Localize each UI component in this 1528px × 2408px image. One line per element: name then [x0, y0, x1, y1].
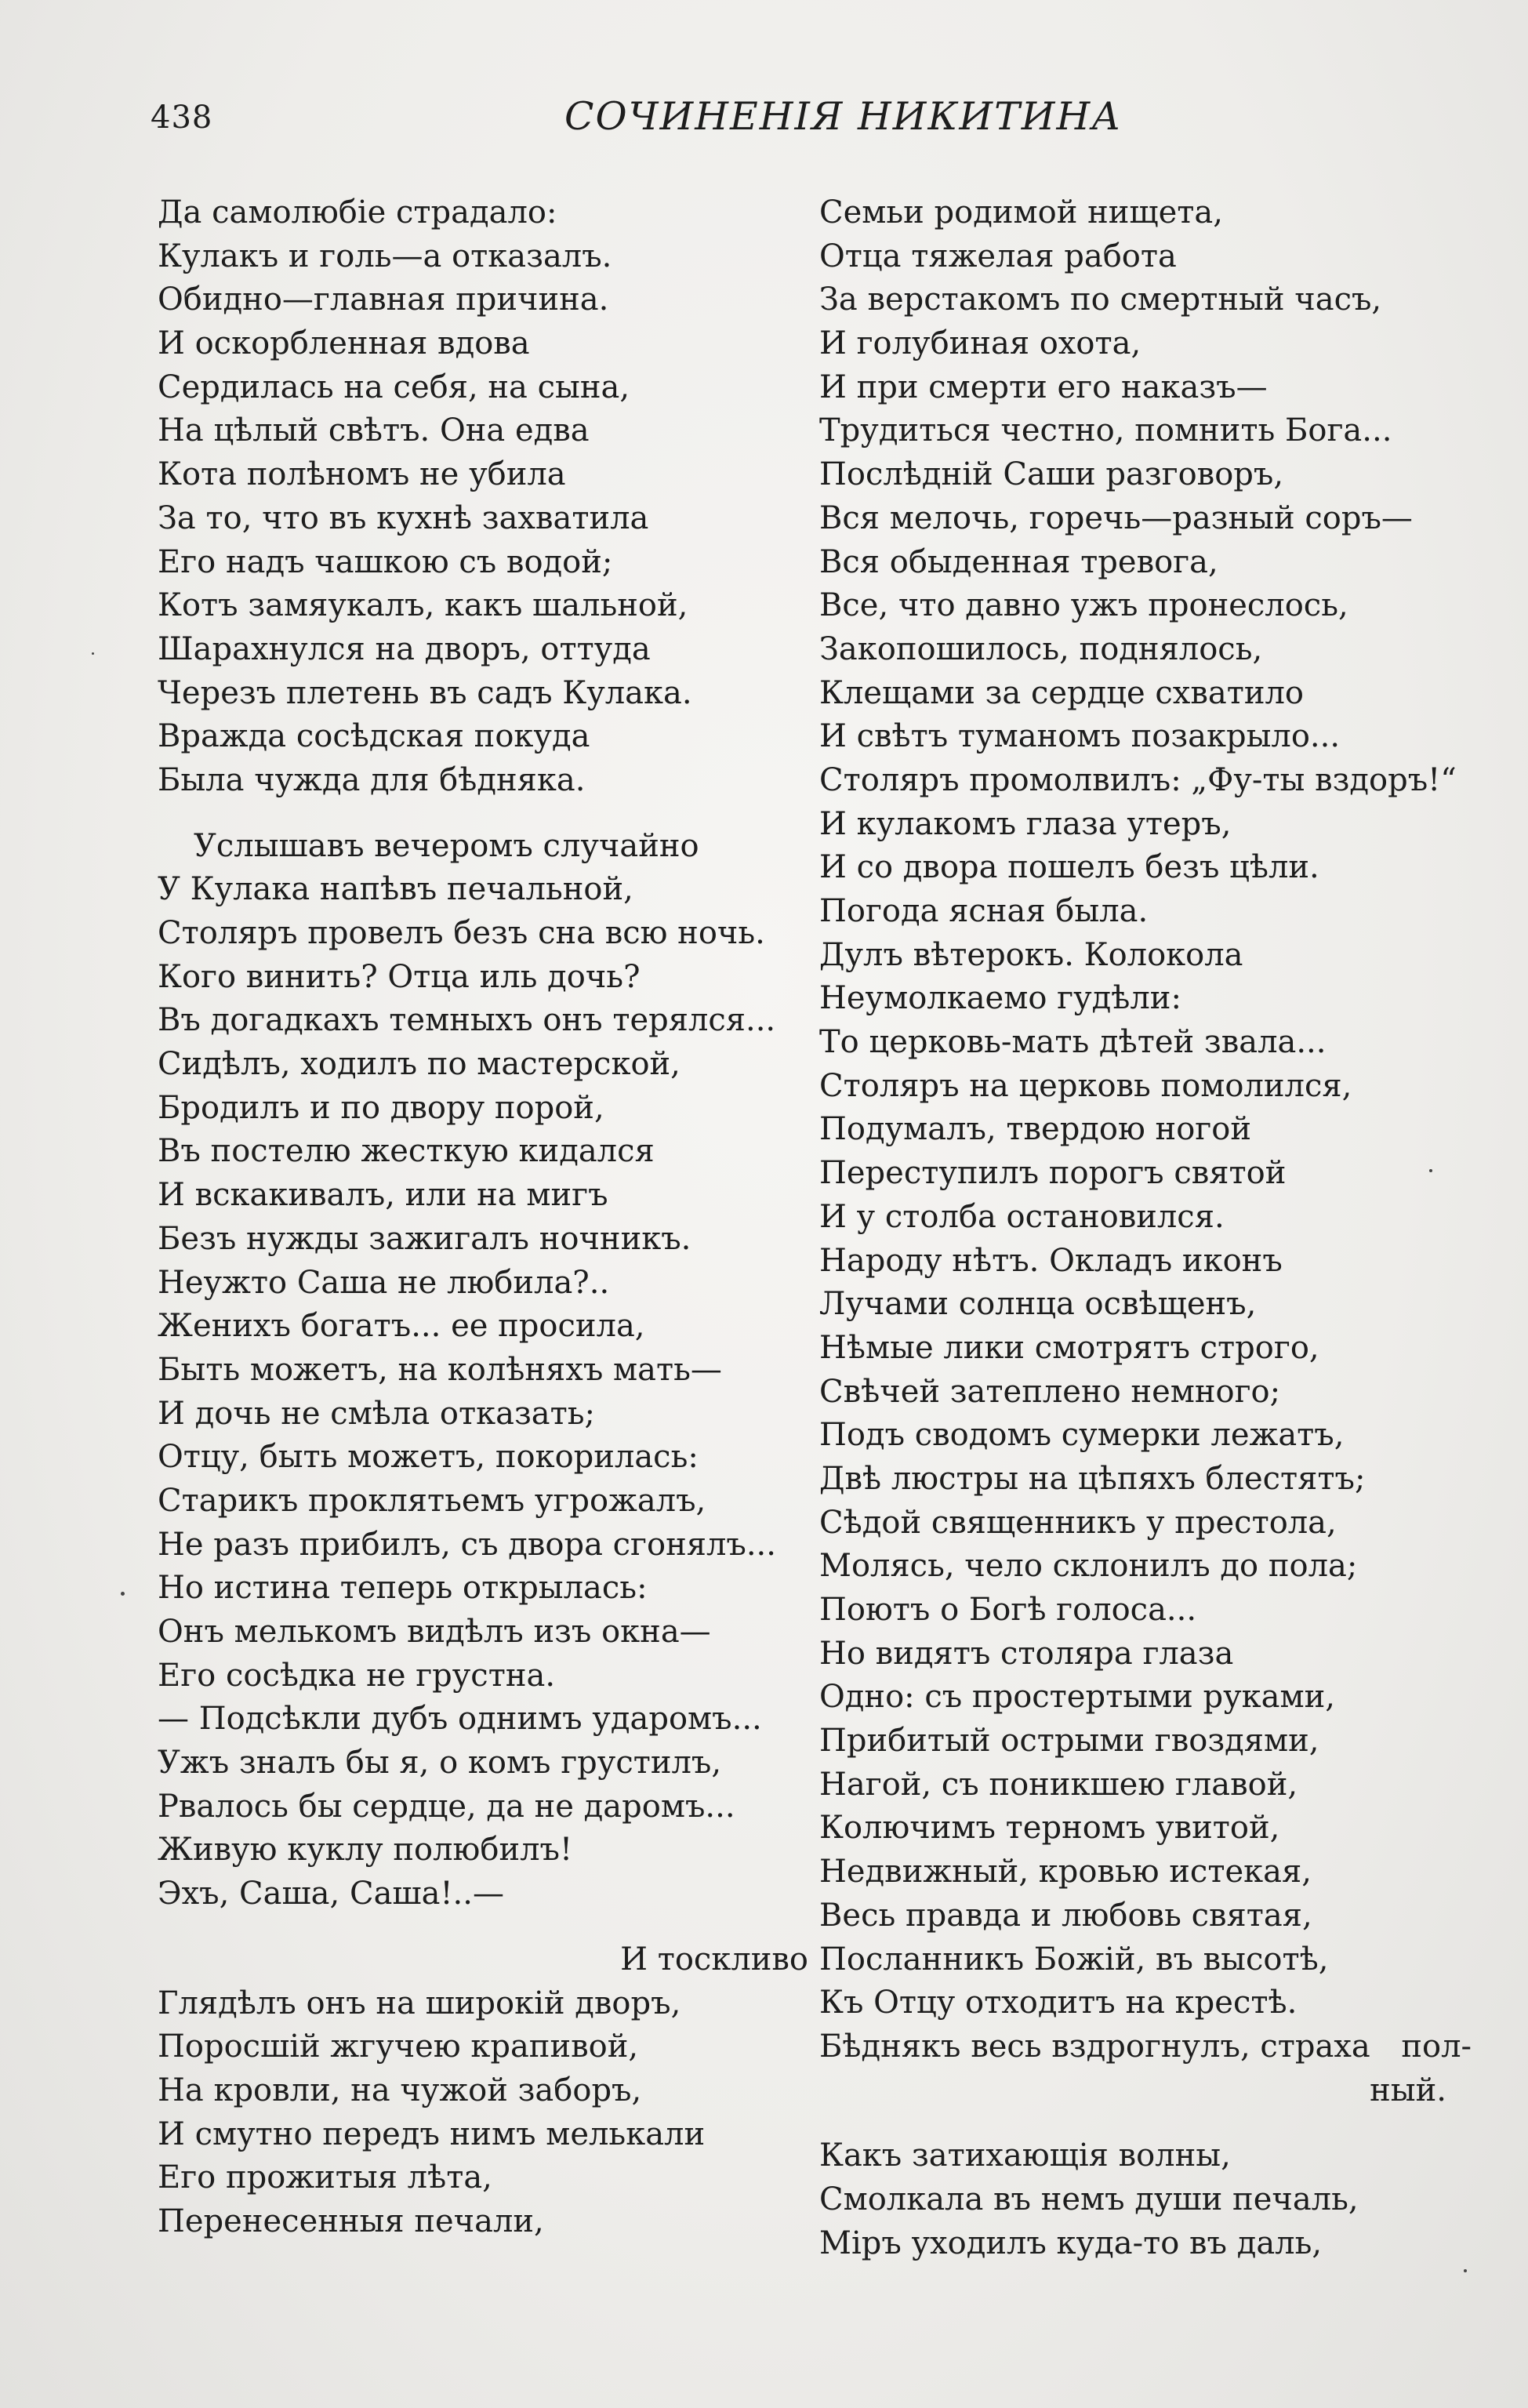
print-speck — [1429, 1169, 1432, 1172]
verse-line: И дочь не смѣла отказать; — [158, 1395, 596, 1432]
verse-line: Кота полѣномъ не убила — [158, 456, 566, 493]
verse-line: Трудиться честно, помнить Бога... — [819, 412, 1392, 449]
verse-line: Вся обыденная тревога, — [819, 543, 1218, 580]
verse-line: Шарахнулся на дворъ, оттуда — [158, 630, 651, 667]
verse-line: Дулъ вѣтерокъ. Колокола — [819, 936, 1243, 973]
verse-line: Погода ясная была. — [819, 893, 1149, 929]
verse-line: Подъ сводомъ сумерки лежатъ, — [819, 1417, 1345, 1454]
verse-line: Отцу, быть можетъ, покорилась: — [158, 1439, 699, 1476]
verse-line: Подумалъ, твердою ногой — [819, 1111, 1251, 1148]
verse-line: Столяръ промолвилъ: „Фу-ты вздоръ!“ — [819, 761, 1457, 798]
verse-line: Посланникъ Божій, въ высотѣ, — [819, 1941, 1329, 1978]
verse-line: Обидно—главная причина. — [158, 281, 609, 318]
verse-line: Народу нѣтъ. Окладъ иконъ — [819, 1242, 1283, 1279]
stanza-gap — [158, 803, 808, 825]
verse-line: И голубиная охота, — [819, 325, 1141, 362]
verse-line: Въ постелю жесткую кидался — [158, 1133, 655, 1170]
verse-line: И при смерти его наказъ— — [819, 369, 1268, 405]
stanza-gap — [158, 1916, 808, 1938]
verse-line: Сидѣлъ, ходилъ по мастерской, — [158, 1046, 681, 1083]
verse-line: Неужто Саша не любила?.. — [158, 1264, 610, 1301]
verse-line: Эхъ, Саша, Саша!..— — [158, 1876, 504, 1912]
verse-line: Его надъ чашкою съ водой; — [158, 543, 613, 580]
verse-line: — Подсѣкли дубъ однимъ ударомъ... — [158, 1701, 762, 1738]
hyphenated-line-text: Бѣднякъ весь вздрогнулъ, страха — [819, 2028, 1370, 2065]
right-stanza-2 — [819, 2134, 1478, 2265]
verse-line: Бродилъ и по двору порой, — [158, 1089, 604, 1126]
verse-line: Вражда сосѣдская покуда — [158, 718, 590, 755]
verse-line: Переступилъ порогъ святой — [819, 1155, 1287, 1192]
verse-line: Смолкала въ немъ души печаль, — [819, 2181, 1359, 2217]
verse-line: Лучами солнца освѣщенъ, — [819, 1286, 1257, 1323]
right-column — [819, 191, 1478, 2265]
page-number: 438 — [151, 100, 213, 136]
verse-line: Молясь, чело склонилъ до пола; — [819, 1548, 1358, 1585]
verse-line: Живую куклу полюбилъ! — [158, 1832, 573, 1869]
verse-line: Сѣдой священникъ у престола, — [819, 1504, 1337, 1541]
verse-line: Кулакъ и голь—а отказалъ. — [158, 238, 612, 274]
verse-line: Кого винить? Отца иль дочь? — [158, 958, 641, 995]
verse-line: На цѣлый свѣтъ. Она едва — [158, 412, 590, 449]
verse-line: И кулакомъ глаза утеръ, — [819, 805, 1232, 842]
verse-line: И свѣтъ туманомъ позакрыло... — [819, 718, 1341, 755]
verse-line: Сердилась на себя, на сына, — [158, 369, 630, 405]
verse-line: Но истина теперь открылась: — [158, 1570, 648, 1607]
verse-line: Недвижный, кровью истекая, — [819, 1854, 1312, 1890]
verse-line: Его сосѣдка не грустна. — [158, 1657, 556, 1694]
verse-line: Нагой, съ поникшею главой, — [819, 1766, 1298, 1803]
hyphenated-line-break: пол- — [1401, 2028, 1472, 2065]
verse-line: Ужъ зналъ бы я, о комъ грустилъ, — [158, 1745, 722, 1781]
verse-line: Двѣ люстры на цѣпяхъ блестятъ; — [819, 1460, 1366, 1497]
verse-line-hyphenated — [819, 2025, 1472, 2069]
verse-line: Да самолюбіе страдало: — [158, 194, 557, 231]
right-stanza-1 — [819, 191, 1478, 2112]
verse-line: Колючимъ терномъ увитой, — [819, 1810, 1280, 1847]
verse-line: У Кулака напѣвъ печальной, — [158, 871, 633, 908]
verse-line: Рвалось бы сердце, да не даромъ... — [158, 1788, 735, 1825]
verse-line-split: И тоскливо — [620, 1941, 808, 1978]
print-speck — [92, 652, 94, 655]
verse-line: И вскакивалъ, или на мигъ — [158, 1177, 608, 1214]
verse-line: За верстакомъ по смертный часъ, — [819, 281, 1382, 318]
verse-line: Неумолкаемо гудѣли: — [819, 980, 1181, 1017]
verse-line: За то, что въ кухнѣ захватила — [158, 499, 649, 536]
print-speck — [1464, 2269, 1467, 2272]
left-stanza-3 — [158, 1938, 808, 2244]
verse-line: Вся мелочь, горечь—разный соръ— — [819, 499, 1413, 536]
running-title: СОЧИНЕНІЯ НИКИТИНА — [564, 94, 1123, 139]
verse-line: И со двора пошелъ безъ цѣли. — [819, 849, 1319, 886]
verse-line: Прибитый острыми гвоздями, — [819, 1723, 1319, 1760]
verse-line: Міръ уходилъ куда-то въ даль, — [819, 2225, 1323, 2261]
verse-line: Не разъ прибилъ, съ двора сгонялъ... — [158, 1526, 776, 1563]
left-column — [158, 191, 808, 2244]
verse-line: И оскорбленная вдова — [158, 325, 530, 362]
verse-line: Семьи родимой нищета, — [819, 194, 1223, 231]
verse-line: Весь правда и любовь святая, — [819, 1897, 1312, 1934]
verse-line: Услышавъ вечеромъ случайно — [194, 827, 699, 864]
verse-line: Столяръ провелъ безъ сна всю ночь. — [158, 915, 765, 951]
print-speck — [121, 1592, 125, 1596]
verse-line: Но видятъ столяра глаза — [819, 1635, 1234, 1672]
verse-line: Клещами за сердце схватило — [819, 674, 1304, 711]
verse-line: Отца тяжелая работа — [819, 238, 1177, 274]
verse-line: Старикъ проклятьемъ угрожалъ, — [158, 1482, 706, 1519]
verse-line: И у столба остановился. — [819, 1198, 1225, 1235]
verse-line: Черезъ плетень въ садъ Кулака. — [158, 674, 692, 711]
verse-line: На кровли, на чужой заборъ, — [158, 2072, 642, 2108]
verse-line: Его прожитыя лѣта, — [158, 2159, 492, 2196]
verse-line: Нѣмые лики смотрятъ строго, — [819, 1329, 1319, 1366]
verse-line: Свѣчей затеплено немного; — [819, 1373, 1281, 1410]
stanza-gap — [819, 2112, 1478, 2134]
verse-line: Была чужда для бѣдняка. — [158, 761, 586, 798]
verse-line: Къ Отцу отходитъ на крестѣ. — [819, 1985, 1298, 2021]
verse-line: Женихъ богатъ... ее просила, — [158, 1308, 645, 1345]
verse-line: Какъ затихающія волны, — [819, 2137, 1231, 2174]
verse-line: Безъ нужды зажигалъ ночникъ. — [158, 1220, 691, 1257]
verse-line: Поютъ о Богѣ голоса... — [819, 1592, 1197, 1628]
verse-line: Онъ мелькомъ видѣлъ изъ окна— — [158, 1614, 711, 1650]
verse-line: То церковь-мать дѣтей звала... — [819, 1024, 1327, 1061]
verse-line: Поросшій жгучею крапивой, — [158, 2028, 639, 2065]
verse-line: Одно: съ простертыми руками, — [819, 1679, 1336, 1716]
verse-line: Котъ замяукалъ, какъ шальной, — [158, 587, 688, 624]
verse-line: Все, что давно ужъ пронеслось, — [819, 587, 1348, 624]
verse-line: И смутно передъ нимъ мелькали — [158, 2116, 706, 2152]
verse-line: Быть можетъ, на колѣняхъ мать— — [158, 1351, 722, 1388]
verse-line: Закопошилось, поднялось, — [819, 630, 1263, 667]
verse-line: Послѣдній Саши разговоръ, — [819, 456, 1284, 493]
verse-line: Перенесенныя печали, — [158, 2203, 544, 2239]
verse-line: Столяръ на церковь помолился, — [819, 1067, 1352, 1104]
hyphenated-line-tail: ный. — [1370, 2072, 1446, 2108]
left-stanza-2 — [158, 825, 808, 1916]
verse-line: Глядѣлъ онъ на широкій дворъ, — [158, 1985, 681, 2021]
left-stanza-1 — [158, 191, 808, 803]
verse-line: Въ догадкахъ темныхъ онъ терялся... — [158, 1002, 776, 1039]
